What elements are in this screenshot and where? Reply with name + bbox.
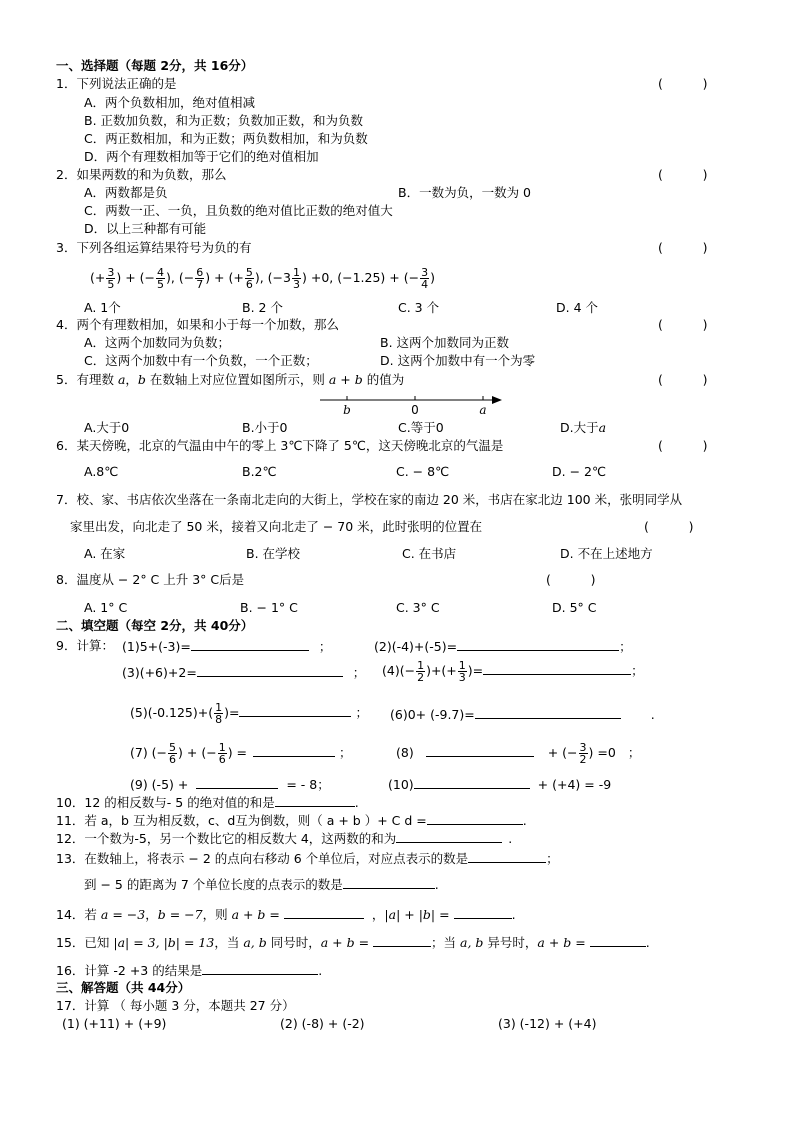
fraction: $\frac{1}{3}$ xyxy=(458,659,466,684)
q17-item1: (1) (+11) + (+9) xyxy=(62,1016,167,1031)
q1-option-c: C．两正数相加，和为正数；两负数相加，和为负数 xyxy=(84,131,368,146)
fraction: $\frac{1}{2}$ xyxy=(417,659,425,684)
q9-part2: (2)(-4)+(-5)= ； xyxy=(374,639,632,654)
fraction: $\frac{3}{2}$ xyxy=(579,741,587,766)
answer-blank[interactable] xyxy=(426,744,534,757)
q5-option-c: C.等于0 xyxy=(398,420,444,435)
fraction: $\frac{6}{7}$ xyxy=(196,266,204,291)
fraction: $\frac{3}{5}$ xyxy=(107,266,115,291)
q5-option-b: B.小于0 xyxy=(242,420,288,435)
q3-option-a: A. 1个 xyxy=(84,300,121,315)
answer-blank[interactable] xyxy=(414,776,530,789)
fraction: $\frac{5}{6}$ xyxy=(245,266,253,291)
q4-option-a: A．这两个加数同为负数； xyxy=(84,335,231,350)
q7-option-a: A. 在家 xyxy=(84,546,126,561)
number-line xyxy=(316,392,506,418)
answer-blank[interactable] xyxy=(239,704,351,717)
q12: 12．一个数为-5，另一个数比它的相反数大 4，这两数的和为 . xyxy=(56,831,513,846)
answer-blank[interactable] xyxy=(253,744,335,757)
q8-option-c: C. 3° C xyxy=(396,600,440,615)
q9-part1: (1)5+(-3)= ； xyxy=(122,639,332,654)
q6-stem: 6．某天傍晚，北京的气温由中午的零上 3℃下降了 5℃，这天傍晚北京的气温是 xyxy=(56,438,504,453)
answer-blank[interactable] xyxy=(454,906,512,919)
answer-blank[interactable] xyxy=(284,906,364,919)
answer-blank[interactable] xyxy=(191,638,309,651)
q9-part10: (10) + (+4) = -9 xyxy=(388,777,612,792)
answer-blank[interactable] xyxy=(197,664,343,677)
q5-stem: 5．有理数 a，b 在数轴上对应位置如图所示，则 a + b 的值为 xyxy=(56,372,405,387)
q7-option-b: B. 在学校 xyxy=(246,546,301,561)
fraction: $\frac{4}{5}$ xyxy=(157,266,165,291)
q17-stem: 17．计算 （ 每小题 3 分，本题共 27 分） xyxy=(56,998,295,1013)
q9-part9: (9) (-5) + = - 8； xyxy=(130,777,330,792)
number-line-label-zero: 0 xyxy=(411,403,419,417)
q4-option-b: B. 这两个加数同为正数 xyxy=(380,335,510,350)
q3-option-d: D. 4 个 xyxy=(556,300,598,315)
q8-option-a: A. 1° C xyxy=(84,600,128,615)
q14: 14．若 a = −3，b = −7，则 a + b = ，|a| + |b| = . xyxy=(56,907,516,922)
number-line-arrow xyxy=(492,396,502,404)
q3-option-b: B. 2 个 xyxy=(242,300,283,315)
q2-answer-paren[interactable]: ( ) xyxy=(658,167,708,182)
q5-answer-paren[interactable]: ( ) xyxy=(658,372,708,387)
q8-option-b: B. − 1° C xyxy=(240,600,298,615)
q2-option-a: A．两数都是负 xyxy=(84,185,168,200)
section2-title: 二、填空题（每空 2分，共 40分） xyxy=(56,618,254,633)
q7-line1: 7．校、家、书店依次坐落在一条南北走向的大街上，学校在家的南边 20 米，书店在家北边 100 米，张明同学从 xyxy=(56,492,683,507)
q1-answer-paren[interactable]: ( ) xyxy=(658,76,708,91)
q8-answer-paren[interactable]: ( ) xyxy=(546,572,596,587)
q4-stem: 4．两个有理数相加，如果和小于每一个加数，那么 xyxy=(56,317,339,332)
answer-blank[interactable] xyxy=(202,962,318,975)
q9-part6: (6)0+ (-9.7)= . xyxy=(390,707,655,722)
q9-part8: (8) + (− $\frac{3}{2}$ ) =0 ； xyxy=(396,741,641,766)
section3-title: 三、解答题（共 44分） xyxy=(56,980,191,995)
q3-expression: (+ $\frac{3}{5}$ ) + (− $\frac{4}{5}$ ), (− $\frac{6}{7}$ ) + (+ $\frac{5}{6}$ ), (−3 $\frac{1}{3}$ ) +0, (−1.25) + (− $\frac{3}{4}$ ) xyxy=(90,266,435,291)
answer-blank[interactable] xyxy=(475,706,621,719)
q6-answer-paren[interactable]: ( ) xyxy=(658,438,708,453)
q9-part3: (3)(+6)+2= ； xyxy=(122,665,366,680)
answer-blank[interactable] xyxy=(590,934,646,947)
q13-line2: 到 − 5 的距离为 7 个单位长度的点表示的数是 . xyxy=(84,877,439,892)
answer-blank[interactable] xyxy=(343,876,435,889)
q2-option-c: C．两数一正、一负，且负数的绝对值比正数的绝对值大 xyxy=(84,203,393,218)
q4-option-d: D. 这两个加数中有一个为零 xyxy=(380,353,536,368)
answer-blank[interactable] xyxy=(196,776,278,789)
q5-option-a: A.大于0 xyxy=(84,420,130,435)
q13-line1: 13．在数轴上，将表示 − 2 的点向右移动 6 个单位后，对应点表示的数是 ； xyxy=(56,851,559,866)
q8-option-d: D. 5° C xyxy=(552,600,597,615)
q7-option-c: C. 在书店 xyxy=(402,546,457,561)
q1-stem: 1．下列说法正确的是 xyxy=(56,76,177,91)
q6-option-b: B.2℃ xyxy=(242,464,277,479)
q7-line2: 家里出发，向北走了 50 米，接着又向北走了 − 70 米，此时张明的位置在 xyxy=(70,519,483,534)
q4-option-c: C．这两个加数中有一个负数，一个正数； xyxy=(84,353,318,368)
answer-blank[interactable] xyxy=(275,794,355,807)
answer-blank[interactable] xyxy=(427,812,523,825)
q1-option-a: A．两个负数相加，绝对值相减 xyxy=(84,95,256,110)
answer-blank[interactable] xyxy=(468,850,546,863)
q17-item2: (2) (-8) + (-2) xyxy=(280,1016,365,1031)
q9-part4: (4)(− $\frac{1}{2}$ )+(+ $\frac{1}{3}$ )= ； xyxy=(382,659,644,684)
answer-blank[interactable] xyxy=(483,662,631,675)
q2-option-b: B．一数为负，一数为 0 xyxy=(398,185,532,200)
q9-label: 9．计算： xyxy=(56,638,114,653)
answer-blank[interactable] xyxy=(373,934,431,947)
fraction: $\frac{5}{6}$ xyxy=(169,741,177,766)
section1-title: 一、选择题（每题 2分，共 16分） xyxy=(56,58,254,73)
q6-option-a: A.8℃ xyxy=(84,464,119,479)
q5-option-d: D.大于a xyxy=(560,420,607,435)
q1-option-d: D．两个有理数相加等于它们的绝对值相加 xyxy=(84,149,319,164)
q4-answer-paren[interactable]: ( ) xyxy=(658,317,708,332)
fraction: $\frac{1}{8}$ xyxy=(215,701,223,726)
q6-option-c: C. − 8℃ xyxy=(396,464,450,479)
q9-part5: (5)(-0.125)+( $\frac{1}{8}$ )= ； xyxy=(130,701,368,726)
q3-answer-paren[interactable]: ( ) xyxy=(658,240,708,255)
q3-stem: 3．下列各组运算结果符号为负的有 xyxy=(56,240,252,255)
fraction: $\frac{3}{4}$ xyxy=(421,266,429,291)
q11: 11．若 a，b 互为相反数，c、d互为倒数，则（ a + b ）+ C d = . xyxy=(56,813,527,828)
q17-item3: (3) (-12) + (+4) xyxy=(498,1016,597,1031)
answer-blank[interactable] xyxy=(396,830,502,843)
fraction: $\frac{1}{3}$ xyxy=(293,266,300,291)
q10: 10．12 的相反数与- 5 的绝对值的和是 . xyxy=(56,795,359,810)
q1-option-b: B. 正数加负数，和为正数；负数加正数，和为负数 xyxy=(84,113,364,128)
q7-answer-paren[interactable]: ( ) xyxy=(644,519,694,534)
fraction: $\frac{1}{6}$ xyxy=(218,741,226,766)
number-line-label-b: b xyxy=(343,403,351,417)
q2-option-d: D．以上三种都有可能 xyxy=(84,221,207,236)
q15: 15．已知 |a| = 3, |b| = 13，当 a, b 同号时，a + b = ；当 a, b 异号时，a + b = . xyxy=(56,935,650,950)
q7-option-d: D. 不在上述地方 xyxy=(560,546,653,561)
q2-stem: 2．如果两数的和为负数，那么 xyxy=(56,167,227,182)
q3-option-c: C. 3 个 xyxy=(398,300,440,315)
number-line-label-a: a xyxy=(479,403,487,417)
q8-stem: 8．温度从 − 2° C 上升 3° C后是 xyxy=(56,572,245,587)
q6-option-d: D. − 2℃ xyxy=(552,464,607,479)
q9-part7: (7) (− $\frac{5}{6}$ ) + (− $\frac{1}{6}$ ) = ； xyxy=(130,741,352,766)
answer-blank[interactable] xyxy=(457,638,619,651)
q16: 16．计算 -2 +3 的结果是 . xyxy=(56,963,323,978)
